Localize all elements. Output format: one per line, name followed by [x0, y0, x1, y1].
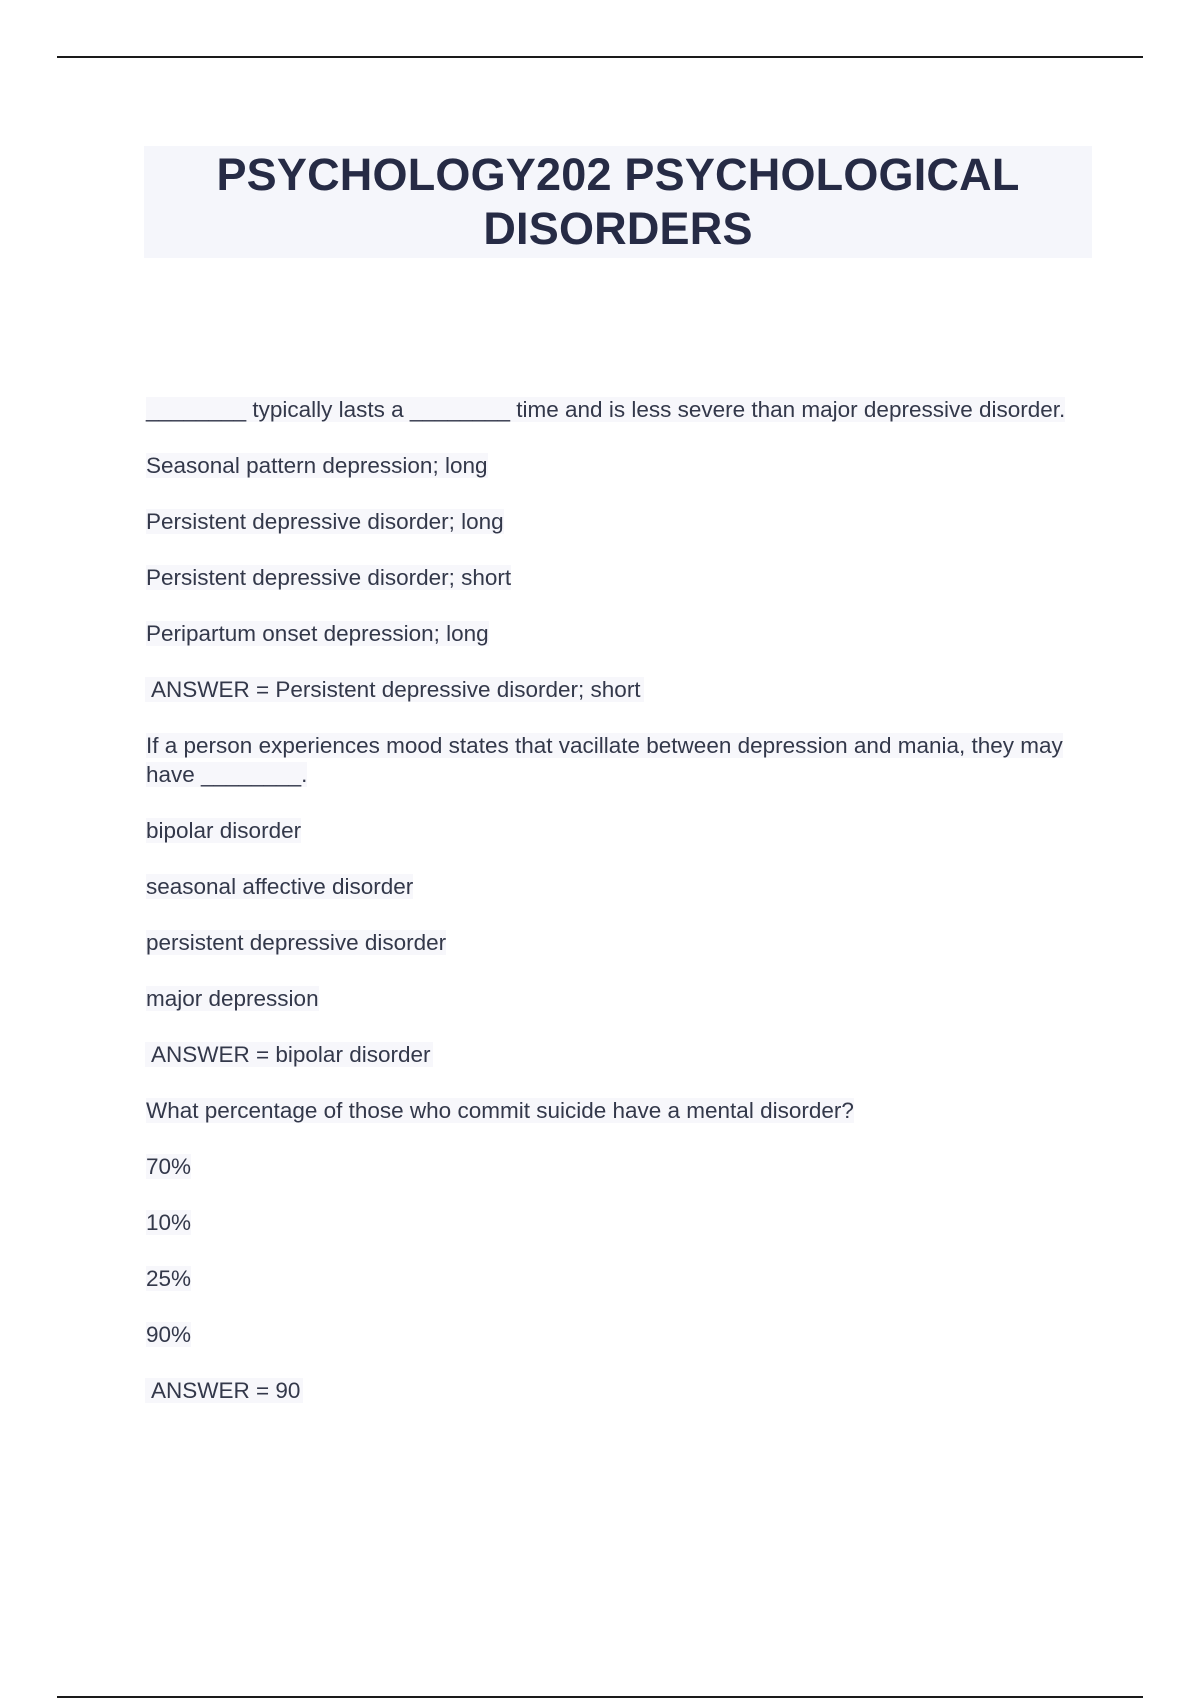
correct-answer	[146, 1040, 1096, 1069]
answer-option	[146, 1264, 1096, 1293]
answer-option-label: 90%	[146, 1322, 192, 1347]
answer-option	[146, 984, 1096, 1013]
answer-option-label: Persistent depressive disorder; long	[146, 509, 504, 534]
answer-option-label: Peripartum onset depression; long	[146, 621, 489, 646]
question-text-label: ________ typically lasts a ________ time and is less severe than major depressive disorder.	[146, 397, 1066, 422]
answer-option-label: Persistent depressive disorder; short	[146, 565, 512, 590]
question-text-label: What percentage of those who commit suicide have a mental disorder?	[146, 1098, 854, 1123]
answer-option-label: bipolar disorder	[146, 818, 302, 843]
answer-option	[146, 1208, 1096, 1237]
correct-answer	[146, 1376, 1096, 1405]
answer-option-label: seasonal affective disorder	[146, 874, 414, 899]
page-title: PSYCHOLOGY202 PSYCHOLOGICAL DISORDERS	[216, 149, 1020, 254]
top-rule	[57, 56, 1143, 58]
correct-answer	[146, 675, 1096, 704]
answer-option	[146, 451, 1096, 480]
answer-option	[146, 928, 1096, 957]
answer-option-label: 10%	[146, 1210, 192, 1235]
answer-option	[146, 563, 1096, 592]
answer-option	[146, 619, 1096, 648]
answer-option	[146, 507, 1096, 536]
correct-answer-label: ANSWER = Persistent depressive disorder; short	[145, 677, 644, 702]
title-banner	[144, 146, 1092, 258]
answer-option-label: 25%	[146, 1266, 192, 1291]
answer-option-label: persistent depressive disorder	[146, 930, 447, 955]
correct-answer-label: ANSWER = bipolar disorder	[145, 1042, 433, 1067]
document-body	[146, 395, 1096, 1432]
answer-option-label: 70%	[146, 1154, 192, 1179]
answer-option-label: major depression	[146, 986, 319, 1011]
correct-answer-label: ANSWER = 90	[145, 1378, 303, 1403]
question-text	[146, 395, 1096, 424]
answer-option-label: Seasonal pattern depression; long	[146, 453, 488, 478]
answer-option	[146, 1152, 1096, 1181]
bottom-rule	[57, 1696, 1143, 1698]
question-text-label: If a person experiences mood states that vacillate between depression and mania, they may have ________.	[146, 733, 1063, 787]
answer-option	[146, 1320, 1096, 1349]
answer-option	[146, 872, 1096, 901]
answer-option	[146, 816, 1096, 845]
question-text	[146, 731, 1096, 789]
question-text	[146, 1096, 1096, 1125]
